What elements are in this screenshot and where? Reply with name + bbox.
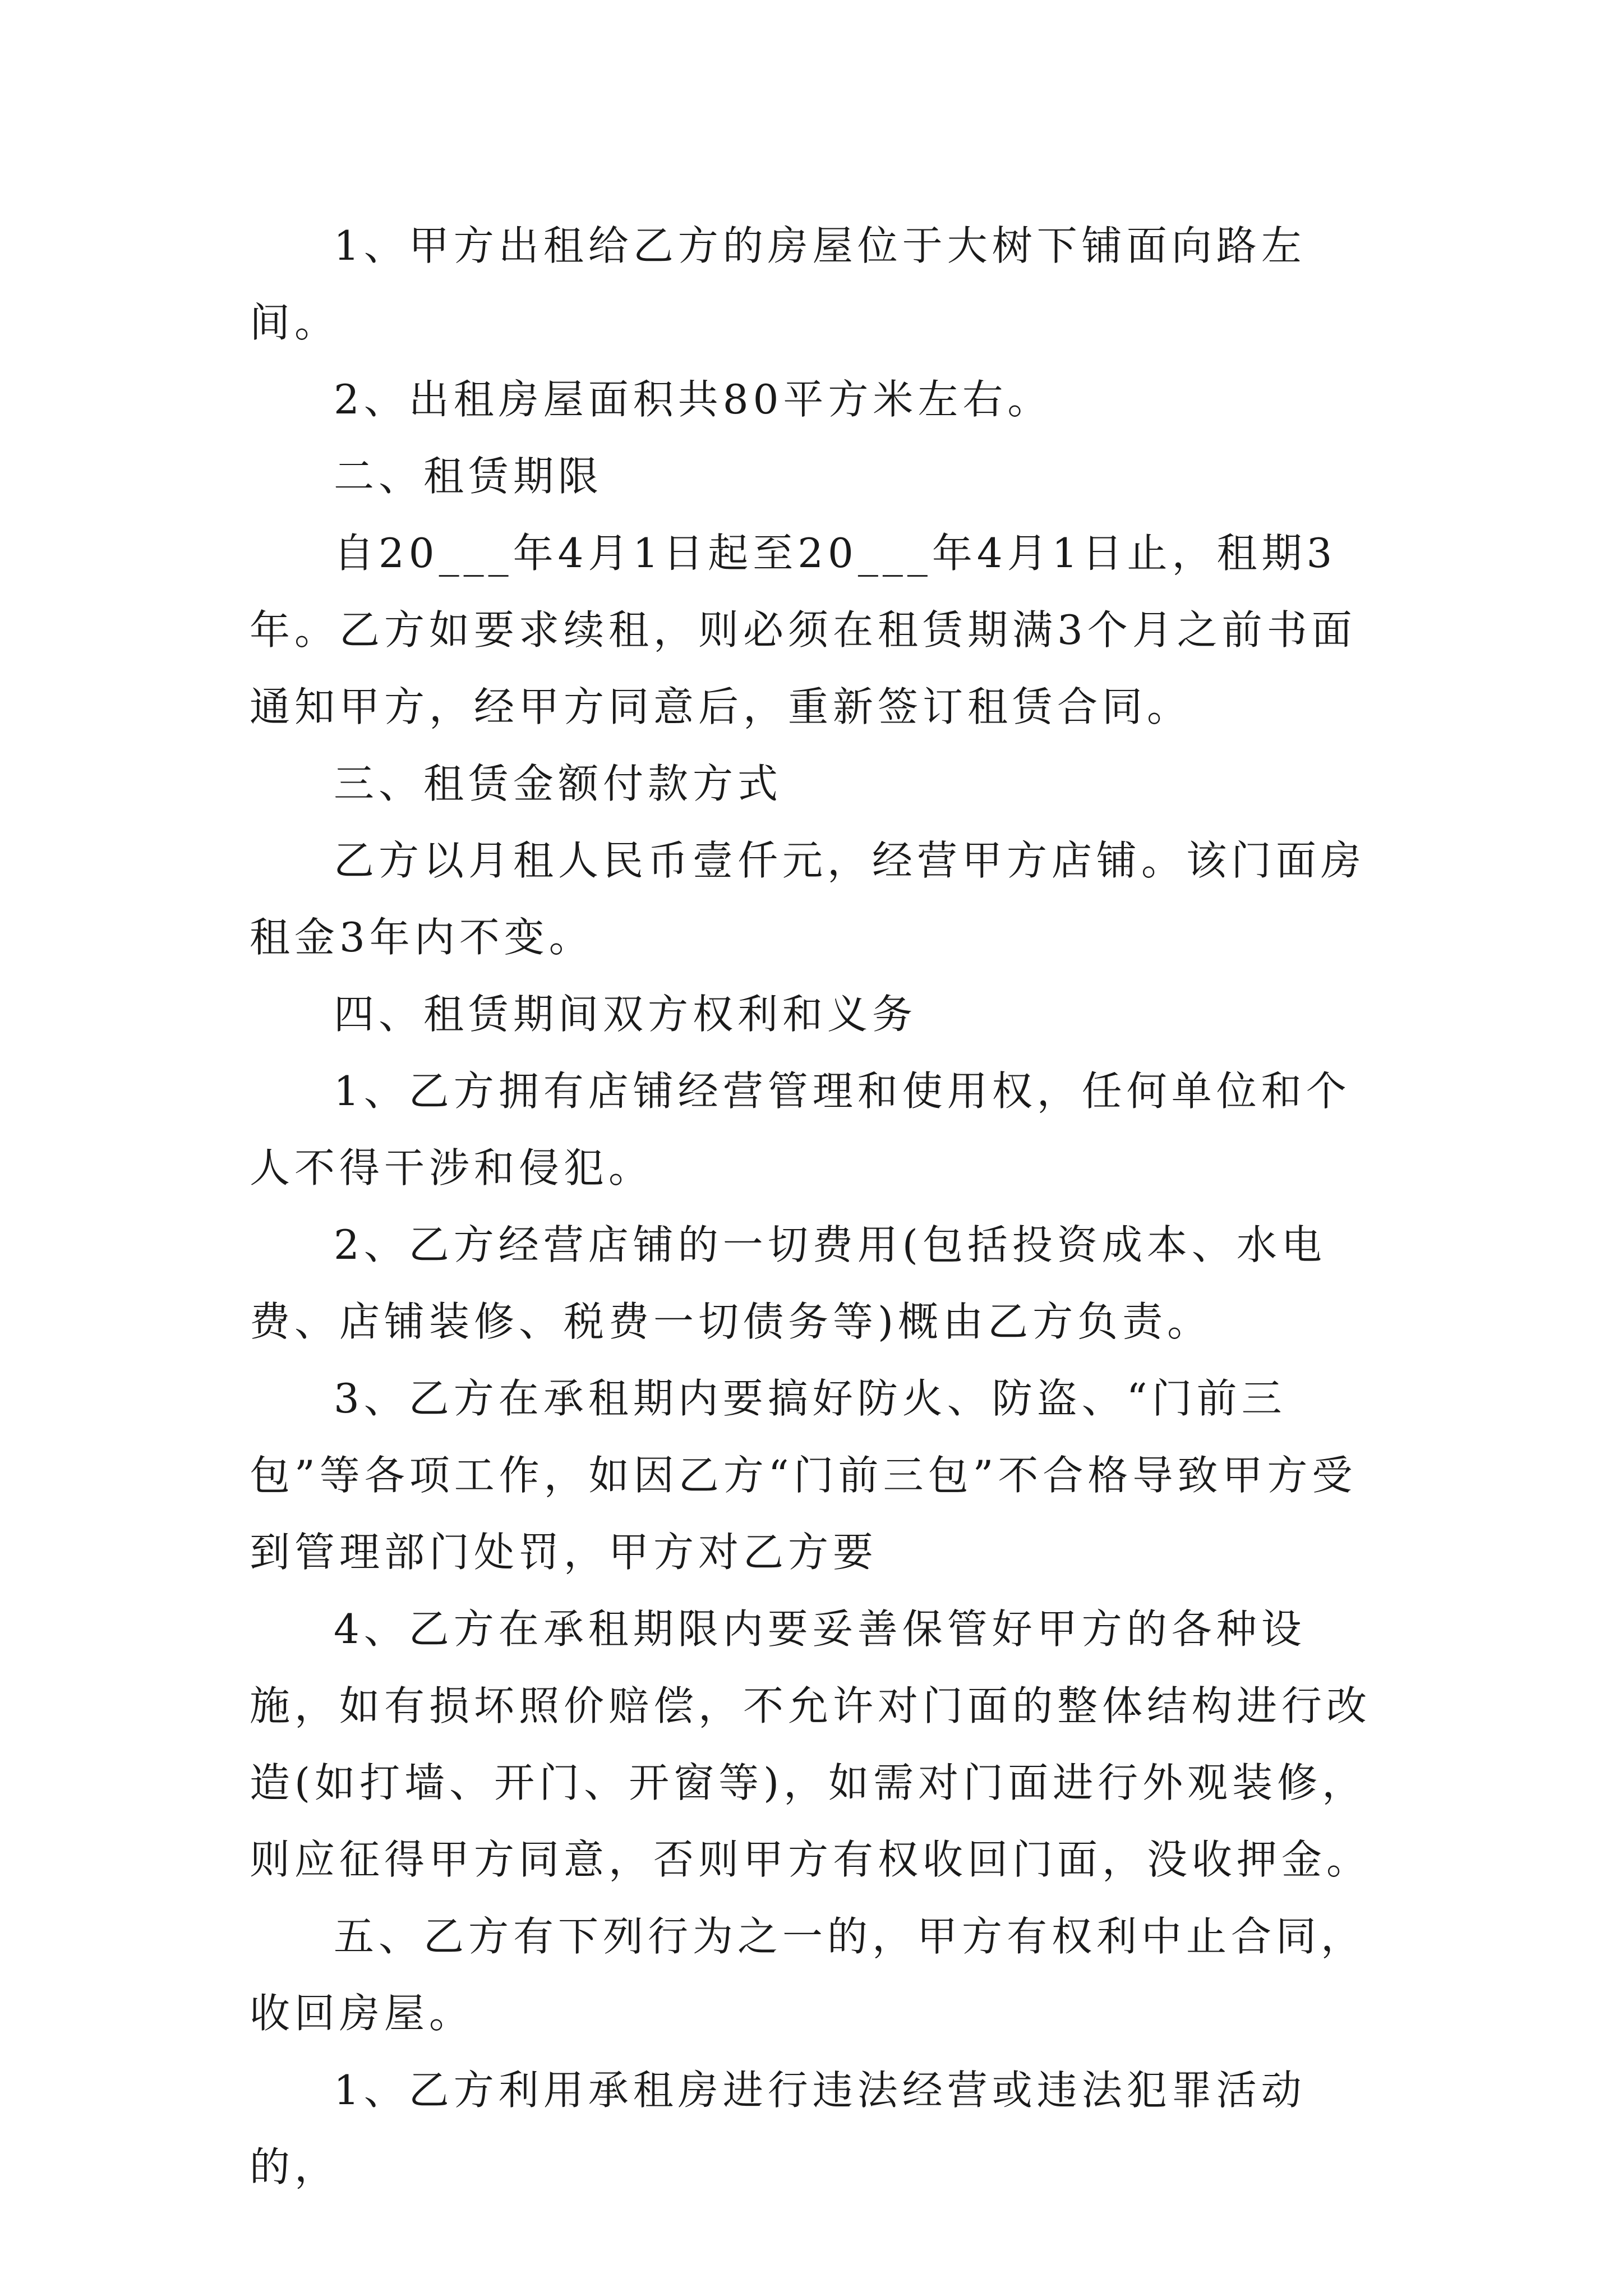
paragraph-expenses: 2、乙方经营店铺的一切费用(包括投资成本、水电费、店铺装修、税费一切债务等)概由乙方负责。 xyxy=(250,1221,1326,1345)
paragraph-area: 2、出租房屋面积共80平方米左右。 xyxy=(334,376,1053,423)
paragraph-fire-safety: 3、乙方在承租期内要搞好防火、防盗、“门前三包”等各项工作，如因乙方“门前三包”不合格导致甲方受到管理部门处罚，甲方对乙方要 xyxy=(250,1375,1357,1576)
paragraph-rent-payment: 乙方以月租人民币壹仟元，经营甲方店铺。该门面房租金3年内不变。 xyxy=(250,837,1366,961)
document-body xyxy=(250,208,1394,2206)
paragraph-right-of-use: 1、乙方拥有店铺经营管理和使用权，任何单位和个人不得干涉和侵犯。 xyxy=(250,1068,1351,1191)
paragraph-illegal-use: 1、乙方利用承租房进行违法经营或违法犯罪活动的， xyxy=(250,2067,1306,2191)
section-heading-lease-term: 二、租赁期限 xyxy=(334,453,603,500)
paragraph-lease-term: 自20___年4月1日起至20___年4月1日止，租期3年。乙方如要求续租，则必须在租赁期满3个月之前书面通知甲方，经甲方同意后，重新签订租赁合同。 xyxy=(250,530,1357,730)
section-heading-termination: 五、乙方有下列行为之一的，甲方有权利中止合同，收回房屋。 xyxy=(250,1913,1366,2037)
paragraph-location: 1、甲方出租给乙方的房屋位于大树下铺面向路左间。 xyxy=(250,222,1306,346)
section-heading-rent-payment: 三、租赁金额付款方式 xyxy=(334,760,783,807)
paragraph-facilities: 4、乙方在承租期限内要妥善保管好甲方的各种设施，如有损坏照价赔偿，不允许对门面的整体结构进行改造(如打墙、开门、开窗等)，如需对门面进行外观装修，则应征得甲方同意，否则甲方有权收回门面，没收押金。 xyxy=(250,1605,1372,1883)
section-heading-rights-obligations: 四、租赁期间双方权利和义务 xyxy=(334,991,917,1038)
